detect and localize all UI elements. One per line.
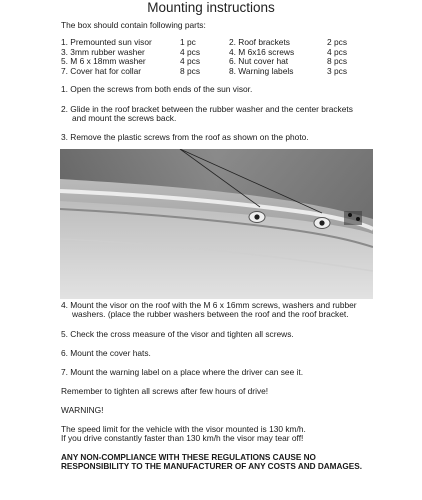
part-name: 2. Roof brackets — [229, 37, 290, 47]
part-quantity: 4 pcs — [327, 46, 348, 57]
step-7: 7. Mount the warning label on a place where the driver can see it. — [61, 367, 304, 377]
roof-photo — [60, 149, 373, 299]
roof-photo-image — [60, 149, 373, 299]
page-title: Mounting instructions — [147, 0, 275, 15]
part-name: 1. Premounted sun visor — [61, 37, 152, 47]
step-6: 6. Mount the cover hats. — [61, 348, 151, 358]
part-quantity: 3 pcs — [327, 65, 348, 76]
warning-speed-limit: The speed limit for the vehicle with the visor mounted is 130 km/h. — [61, 424, 306, 434]
step-5: 5. Check the cross measure of the visor and tighten all screws. — [61, 329, 294, 339]
part-name: 5. M 6 x 18mm washer — [61, 56, 146, 67]
part-name: 8. Warning labels — [229, 65, 294, 76]
step-4: 4. Mount the visor on the roof with the M 6 x 16mm screws, washers and rubber — [61, 300, 357, 310]
part-name: 6. Nut cover hat — [229, 56, 289, 67]
part-quantity: 8 pcs — [327, 56, 348, 67]
part-quantity: 1 pc — [180, 37, 196, 47]
parts-intro: The box should contain following parts: — [61, 20, 206, 30]
warning-heading: WARNING! — [61, 405, 104, 415]
part-quantity: 4 pcs — [180, 46, 201, 57]
part-name: 7. Cover hat for collar — [61, 65, 142, 76]
step-3: 3. Remove the plastic screws from the roof as shown on the photo. — [61, 132, 309, 142]
step-2-continued: and mount the screws back. — [72, 113, 177, 123]
step-1: 1. Open the screws from both ends of the sun visor. — [61, 84, 253, 94]
disclaimer-line-1: ANY NON-COMPLIANCE WITH THESE REGULATIONS CAUSE NO — [61, 453, 316, 462]
part-name: 4. M 6x16 screws — [229, 46, 295, 57]
disclaimer-line-2: RESPONSIBILITY TO THE MANUFACTURER OF ANY COSTS AND DAMAGES. — [61, 462, 362, 471]
part-quantity: 2 pcs — [327, 37, 348, 47]
reminder-text: Remember to tighten all screws after few hours of drive! — [61, 386, 269, 396]
warning-tear-off: If you drive constantly faster than 130 km/h the visor may tear off! — [61, 433, 304, 443]
step-2: 2. Glide in the roof bracket between the rubber washer and the center brackets — [61, 104, 353, 114]
step-4-continued: washers. (place the rubber washers between the roof and the roof bracket. — [72, 309, 349, 319]
part-quantity: 4 pcs — [180, 56, 201, 67]
part-name: 3. 3mm rubber washer — [61, 46, 145, 57]
part-quantity: 8 pcs — [180, 65, 201, 76]
